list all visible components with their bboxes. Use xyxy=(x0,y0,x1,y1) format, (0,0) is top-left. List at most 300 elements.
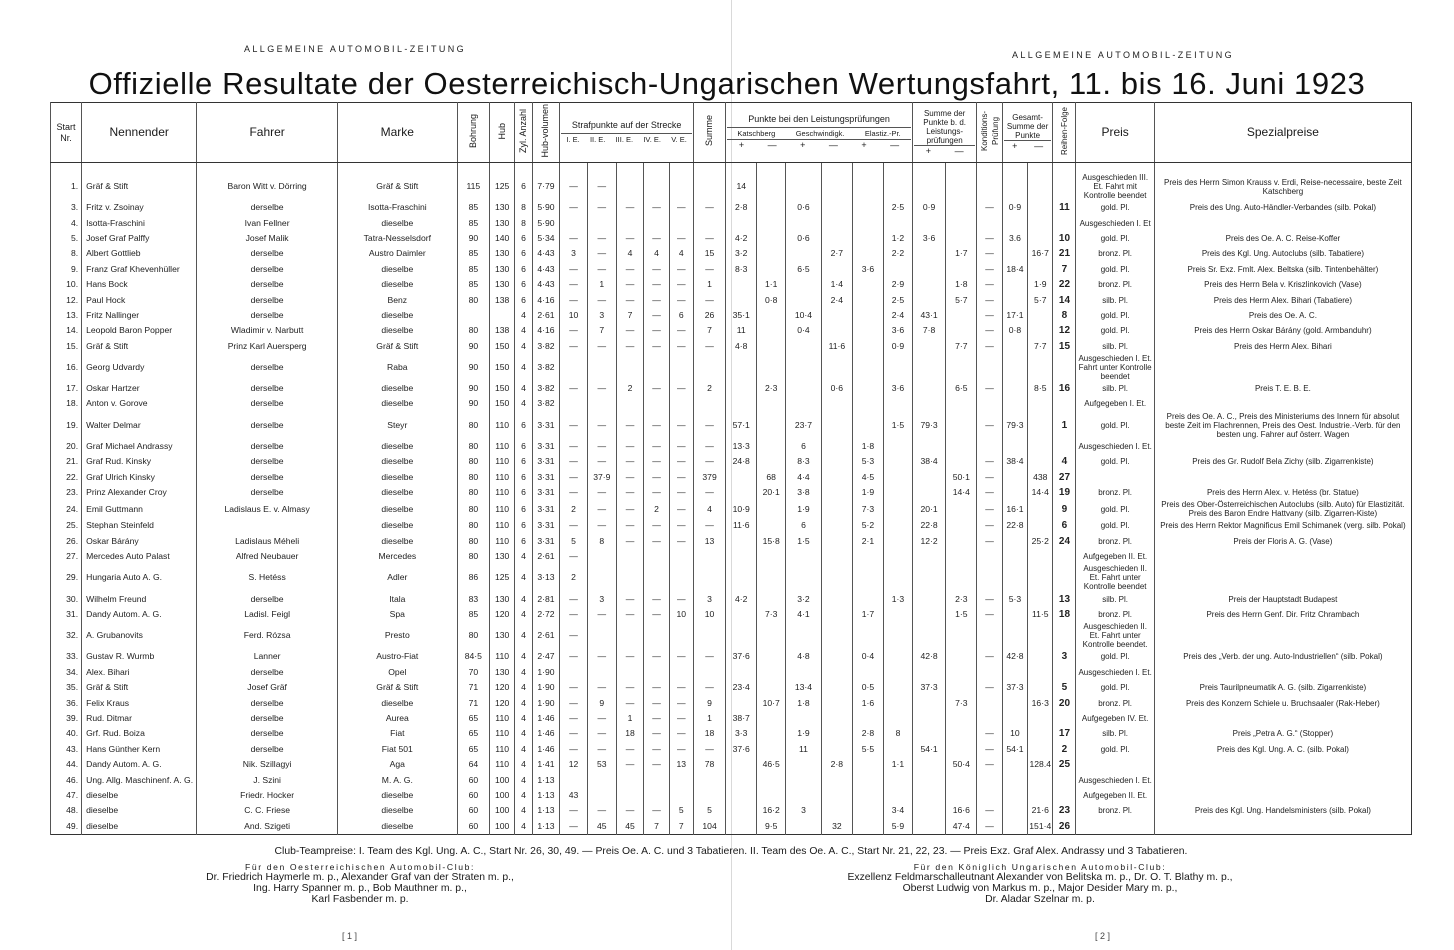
cell-gem xyxy=(1028,354,1053,381)
cell-nen: dieselbe xyxy=(82,819,197,835)
cell-mar: dieselbe xyxy=(337,439,457,454)
cell-gm xyxy=(821,742,852,757)
cell-e1: — xyxy=(560,518,588,533)
cell-rf: 9 xyxy=(1053,500,1076,518)
cell-sum: 5 xyxy=(693,803,725,818)
cell-zyl: 6 xyxy=(515,277,532,292)
cell-e1: 3 xyxy=(560,246,588,261)
cell-e1: — xyxy=(560,323,588,338)
col-summe-leistung: Summe der Punkte b. d. Leistungs-prüfungen + — xyxy=(912,103,977,163)
cell-mar: dieselbe xyxy=(337,518,457,533)
cell-mar: Gräf & Stift xyxy=(337,680,457,695)
cell-ep xyxy=(852,308,883,323)
footer-left-block xyxy=(190,862,530,905)
cell-fah: derselbe xyxy=(197,354,338,381)
cell-gem xyxy=(1028,215,1053,230)
cell-nen: Alex. Bihari xyxy=(82,665,197,680)
cell-e4 xyxy=(644,772,669,787)
cell-e3: 18 xyxy=(616,726,644,741)
cell-zyl: 6 xyxy=(515,292,532,307)
cell-mar: dieselbe xyxy=(337,308,457,323)
cell-e4: — xyxy=(644,649,669,664)
cell-zyl: 6 xyxy=(515,469,532,484)
cell-preis: Ausgeschieden I. Et. xyxy=(1076,772,1154,787)
cell-boh: 80 xyxy=(457,549,489,564)
cell-e1: — xyxy=(560,711,588,726)
cell-hub: 130 xyxy=(489,246,514,261)
cell-nen: Leopold Baron Popper xyxy=(82,323,197,338)
cell-vol: 3·82 xyxy=(532,396,560,411)
cell-kon xyxy=(977,772,1002,787)
cell-e4 xyxy=(644,354,669,381)
cell-mar: Itala xyxy=(337,591,457,606)
cell-kon xyxy=(977,215,1002,230)
cell-sp: 42·8 xyxy=(912,649,945,664)
cell-km xyxy=(757,500,786,518)
cell-e2 xyxy=(587,665,616,680)
cell-km xyxy=(757,439,786,454)
cell-sm xyxy=(946,215,977,230)
cell-rf xyxy=(1053,788,1076,803)
cell-gep: 17·1 xyxy=(1002,308,1027,323)
cell-e5: — xyxy=(669,649,693,664)
cell-preis: gold. Pl. xyxy=(1076,454,1154,469)
col-nennender: Nennender xyxy=(82,103,197,163)
cell-gem xyxy=(1028,454,1053,469)
cell-nr: 18. xyxy=(51,396,82,411)
cell-zyl: 4 xyxy=(515,396,532,411)
cell-kp xyxy=(726,622,757,649)
table-row xyxy=(51,607,1412,622)
cell-e2 xyxy=(587,396,616,411)
cell-e1: — xyxy=(560,680,588,695)
cell-gem xyxy=(1028,772,1053,787)
cell-vol: 2·81 xyxy=(532,591,560,606)
cell-sm xyxy=(946,726,977,741)
cell-gp xyxy=(786,215,822,230)
cell-em xyxy=(884,772,913,787)
col-fahrer: Fahrer xyxy=(197,103,338,163)
cell-gm: 1·4 xyxy=(821,277,852,292)
cell-gem: 438 xyxy=(1028,469,1053,484)
cell-rf: 20 xyxy=(1053,695,1076,710)
table-row xyxy=(51,649,1412,664)
cell-hub: 130 xyxy=(489,215,514,230)
cell-e3 xyxy=(616,215,644,230)
cell-ep xyxy=(852,819,883,835)
cell-e1 xyxy=(560,665,588,680)
cell-e1: 10 xyxy=(560,308,588,323)
cell-gem: 25·2 xyxy=(1028,534,1053,549)
cell-e1: — xyxy=(560,381,588,396)
cell-em xyxy=(884,680,913,695)
cell-gm xyxy=(821,549,852,564)
cell-kon xyxy=(977,622,1002,649)
cell-e1: — xyxy=(560,726,588,741)
cell-e4: — xyxy=(644,200,669,215)
table-row xyxy=(51,454,1412,469)
cell-nr: 48. xyxy=(51,803,82,818)
cell-sp: 54·1 xyxy=(912,742,945,757)
footer-right-line3: Dr. Aladar Szelnar m. p. xyxy=(985,894,1095,905)
cell-fah: derselbe xyxy=(197,396,338,411)
cell-ep: 1·9 xyxy=(852,485,883,500)
cell-sp: 7·8 xyxy=(912,323,945,338)
cell-fah: Baron Witt v. Dörring xyxy=(197,163,338,201)
table-row xyxy=(51,354,1412,381)
cell-rf xyxy=(1053,622,1076,649)
table-row xyxy=(51,323,1412,338)
cell-hub: 110 xyxy=(489,500,514,518)
cell-kp: 11 xyxy=(726,323,757,338)
col-start: Start Nr. xyxy=(51,103,82,163)
cell-kp: 57·1 xyxy=(726,412,757,439)
cell-preis: Aufgegeben IV. Et. xyxy=(1076,711,1154,726)
cell-kp: 3·2 xyxy=(726,246,757,261)
cell-rf: 8 xyxy=(1053,308,1076,323)
cell-gep xyxy=(1002,439,1027,454)
cell-nr: 21. xyxy=(51,454,82,469)
cell-boh: 65 xyxy=(457,726,489,741)
cell-mar: dieselbe xyxy=(337,788,457,803)
cell-e2 xyxy=(587,772,616,787)
cell-kon: — xyxy=(977,518,1002,533)
cell-preis: gold. Pl. xyxy=(1076,323,1154,338)
cell-gm xyxy=(821,323,852,338)
cell-hub: 138 xyxy=(489,323,514,338)
cell-preis: Ausgeschieden III. Et. Fahrt mit Kontrolle beendet xyxy=(1076,163,1154,201)
cell-nr: 43. xyxy=(51,742,82,757)
cell-sp xyxy=(912,772,945,787)
cell-kp xyxy=(726,564,757,591)
cell-gp: 4·4 xyxy=(786,469,822,484)
cell-e3: — xyxy=(616,323,644,338)
cell-nr: 30. xyxy=(51,591,82,606)
cell-e4: — xyxy=(644,695,669,710)
cell-gp xyxy=(786,788,822,803)
cell-spez: Preis „Petra A. G.“ (Stopper) xyxy=(1154,726,1411,741)
cell-e1: — xyxy=(560,231,588,246)
cell-em xyxy=(884,622,913,649)
cell-gp: 4·8 xyxy=(786,649,822,664)
cell-nen: Oskar Hartzer xyxy=(82,381,197,396)
cell-kp xyxy=(726,485,757,500)
cell-rf xyxy=(1053,564,1076,591)
cell-hub: 110 xyxy=(489,534,514,549)
cell-sp xyxy=(912,277,945,292)
cell-preis: bronz. Pl. xyxy=(1076,803,1154,818)
cell-gm xyxy=(821,231,852,246)
cell-hub: 150 xyxy=(489,381,514,396)
cell-ep: 1·8 xyxy=(852,439,883,454)
cell-sm xyxy=(946,323,977,338)
cell-zyl: 4 xyxy=(515,819,532,835)
cell-kon xyxy=(977,439,1002,454)
cell-ep xyxy=(852,292,883,307)
cell-mar: Spa xyxy=(337,607,457,622)
cell-mar: Fiat xyxy=(337,726,457,741)
table-row xyxy=(51,439,1412,454)
cell-fah: derselbe xyxy=(197,591,338,606)
cell-gem xyxy=(1028,439,1053,454)
cell-e2: — xyxy=(587,262,616,277)
cell-gep xyxy=(1002,622,1027,649)
cell-gp: 3·2 xyxy=(786,591,822,606)
cell-boh: 80 xyxy=(457,469,489,484)
cell-nr: 46. xyxy=(51,772,82,787)
cell-ep: 7·3 xyxy=(852,500,883,518)
cell-gm xyxy=(821,803,852,818)
cell-fah: derselbe xyxy=(197,308,338,323)
cell-gem xyxy=(1028,591,1053,606)
cell-gem xyxy=(1028,323,1053,338)
cell-zyl: 4 xyxy=(515,649,532,664)
cell-sum xyxy=(693,788,725,803)
cell-gep: 5·3 xyxy=(1002,591,1027,606)
cell-kp xyxy=(726,381,757,396)
cell-gp: 11 xyxy=(786,742,822,757)
cell-hub: 110 xyxy=(489,649,514,664)
cell-ep: 1·6 xyxy=(852,695,883,710)
cell-vol: 2·61 xyxy=(532,622,560,649)
cell-gep: 3.6 xyxy=(1002,231,1027,246)
cell-spez xyxy=(1154,354,1411,381)
cell-km xyxy=(757,726,786,741)
cell-boh: 85 xyxy=(457,607,489,622)
cell-kon: — xyxy=(977,757,1002,772)
cell-kp: 4·2 xyxy=(726,591,757,606)
cell-ep: 3·6 xyxy=(852,262,883,277)
cell-e2 xyxy=(587,622,616,649)
cell-fah: derselbe xyxy=(197,742,338,757)
cell-kp: 8·3 xyxy=(726,262,757,277)
cell-hub: 150 xyxy=(489,396,514,411)
cell-e5 xyxy=(669,665,693,680)
cell-kp xyxy=(726,277,757,292)
cell-spez: Preis des Herrn Alex. v. Hetéss (br. Statue) xyxy=(1154,485,1411,500)
cell-zyl: 4 xyxy=(515,339,532,354)
cell-sm xyxy=(946,622,977,649)
cell-boh: 80 xyxy=(457,439,489,454)
cell-nr: 34. xyxy=(51,665,82,680)
cell-km xyxy=(757,564,786,591)
cell-boh: 70 xyxy=(457,665,489,680)
cell-e5: — xyxy=(669,454,693,469)
cell-gm xyxy=(821,695,852,710)
cell-gp xyxy=(786,277,822,292)
cell-nen: Graf Rud. Kinsky xyxy=(82,454,197,469)
cell-nen: A. Grubanovits xyxy=(82,622,197,649)
cell-kon: — xyxy=(977,591,1002,606)
cell-fah: derselbe xyxy=(197,469,338,484)
cell-gem: 8·5 xyxy=(1028,381,1053,396)
cell-mar: Benz xyxy=(337,292,457,307)
table-row xyxy=(51,200,1412,215)
cell-gep xyxy=(1002,396,1027,411)
cell-em: 2·9 xyxy=(884,277,913,292)
cell-e2: — xyxy=(587,200,616,215)
cell-em xyxy=(884,742,913,757)
cell-em: 1·5 xyxy=(884,412,913,439)
cell-nr: 16. xyxy=(51,354,82,381)
cell-rf: 3 xyxy=(1053,649,1076,664)
cell-gp xyxy=(786,396,822,411)
cell-hub: 138 xyxy=(489,292,514,307)
cell-km xyxy=(757,354,786,381)
cell-boh: 80 xyxy=(457,292,489,307)
cell-vol: 1·46 xyxy=(532,726,560,741)
cell-gem xyxy=(1028,788,1053,803)
cell-nen: Grf. Rud. Boiza xyxy=(82,726,197,741)
cell-spez xyxy=(1154,665,1411,680)
cell-preis: silb. Pl. xyxy=(1076,726,1154,741)
cell-sum: — xyxy=(693,454,725,469)
cell-e4: — xyxy=(644,757,669,772)
cell-gep xyxy=(1002,246,1027,261)
cell-gm: 32 xyxy=(821,819,852,835)
cell-gm xyxy=(821,200,852,215)
cell-zyl: 4 xyxy=(515,381,532,396)
cell-hub: 130 xyxy=(489,549,514,564)
cell-vol: 1·90 xyxy=(532,695,560,710)
cell-hub: 110 xyxy=(489,469,514,484)
cell-preis xyxy=(1076,469,1154,484)
cell-kon: — xyxy=(977,649,1002,664)
cell-hub: 110 xyxy=(489,485,514,500)
cell-e5: 7 xyxy=(669,819,693,835)
cell-nen: dieselbe xyxy=(82,788,197,803)
table-row xyxy=(51,292,1412,307)
cell-preis: bronz. Pl. xyxy=(1076,277,1154,292)
cell-gem: 16·3 xyxy=(1028,695,1053,710)
cell-e5 xyxy=(669,354,693,381)
cell-e2: — xyxy=(587,412,616,439)
cell-kon: — xyxy=(977,726,1002,741)
cell-e5: — xyxy=(669,469,693,484)
table-row xyxy=(51,757,1412,772)
cell-kp: 2·8 xyxy=(726,200,757,215)
cell-kon: — xyxy=(977,469,1002,484)
cell-e1: — xyxy=(560,277,588,292)
cell-km xyxy=(757,323,786,338)
cell-kp xyxy=(726,757,757,772)
table-row xyxy=(51,308,1412,323)
cell-nen: Fritz Nallinger xyxy=(82,308,197,323)
cell-zyl: 4 xyxy=(515,607,532,622)
table-row xyxy=(51,742,1412,757)
cell-nen: Gräf & Stift xyxy=(82,163,197,201)
table-row xyxy=(51,396,1412,411)
cell-e1: 43 xyxy=(560,788,588,803)
cell-nen: Mercedes Auto Palast xyxy=(82,549,197,564)
cell-nen: Isotta-Fraschini xyxy=(82,215,197,230)
cell-gm xyxy=(821,591,852,606)
cell-boh: 60 xyxy=(457,788,489,803)
cell-sum xyxy=(693,772,725,787)
cell-gem xyxy=(1028,711,1053,726)
cell-kp xyxy=(726,354,757,381)
cell-gep: 10 xyxy=(1002,726,1027,741)
table-row xyxy=(51,772,1412,787)
cell-vol: 3·82 xyxy=(532,354,560,381)
cell-fah: Ivan Fellner xyxy=(197,215,338,230)
cell-fah: Josef Gräf xyxy=(197,680,338,695)
cell-gep xyxy=(1002,381,1027,396)
cell-sm: 14·4 xyxy=(946,485,977,500)
cell-fah: Ladislaus E. v. Almasy xyxy=(197,500,338,518)
cell-kon xyxy=(977,354,1002,381)
table-row xyxy=(51,339,1412,354)
cell-nr: 1. xyxy=(51,163,82,201)
cell-mar: Tatra-Nesselsdorf xyxy=(337,231,457,246)
cell-e5: — xyxy=(669,726,693,741)
cell-kp: 11·6 xyxy=(726,518,757,533)
cell-nen: Felix Kraus xyxy=(82,695,197,710)
cell-fah: Ferd. Rózsa xyxy=(197,622,338,649)
cell-kon: — xyxy=(977,323,1002,338)
cell-mar: Steyr xyxy=(337,412,457,439)
cell-boh: 83 xyxy=(457,591,489,606)
cell-e2: 8 xyxy=(587,534,616,549)
cell-e5: — xyxy=(669,277,693,292)
cell-boh: 80 xyxy=(457,622,489,649)
cell-km: 0·8 xyxy=(757,292,786,307)
cell-rf xyxy=(1053,772,1076,787)
cell-vol: 3·13 xyxy=(532,564,560,591)
cell-nr: 13. xyxy=(51,308,82,323)
cell-spez: Preis des Gr. Rudolf Bela Zichy (silb. Zigarrenkiste) xyxy=(1154,454,1411,469)
cell-sum: 26 xyxy=(693,308,725,323)
cell-em xyxy=(884,534,913,549)
cell-gep xyxy=(1002,549,1027,564)
cell-kon: — xyxy=(977,680,1002,695)
cell-hub xyxy=(489,308,514,323)
cell-e3: — xyxy=(616,439,644,454)
cell-gm xyxy=(821,439,852,454)
cell-gm xyxy=(821,354,852,381)
cell-km xyxy=(757,665,786,680)
cell-ep: 0·5 xyxy=(852,680,883,695)
table-row xyxy=(51,412,1412,439)
cell-e1 xyxy=(560,396,588,411)
cell-preis: gold. Pl. xyxy=(1076,308,1154,323)
cell-gem xyxy=(1028,649,1053,664)
cell-e2: — xyxy=(587,485,616,500)
cell-preis: gold. Pl. xyxy=(1076,742,1154,757)
cell-ep xyxy=(852,323,883,338)
cell-e3 xyxy=(616,564,644,591)
cell-nen: Stephan Steinfeld xyxy=(82,518,197,533)
cell-em: 1·3 xyxy=(884,591,913,606)
cell-fah: Alfred Neubauer xyxy=(197,549,338,564)
cell-boh: 90 xyxy=(457,396,489,411)
cell-zyl: 4 xyxy=(515,564,532,591)
cell-km xyxy=(757,339,786,354)
cell-e2: — xyxy=(587,163,616,201)
cell-gm: 2·8 xyxy=(821,757,852,772)
cell-gep xyxy=(1002,534,1027,549)
cell-vol: 3·31 xyxy=(532,534,560,549)
cell-e5: — xyxy=(669,200,693,215)
cell-hub: 130 xyxy=(489,277,514,292)
cell-hub: 120 xyxy=(489,695,514,710)
cell-nen: Dandy Autom. A. G. xyxy=(82,757,197,772)
cell-zyl: 4 xyxy=(515,772,532,787)
cell-mar: dieselbe xyxy=(337,534,457,549)
cell-hub: 110 xyxy=(489,439,514,454)
cell-e4: — xyxy=(644,454,669,469)
cell-e2: 1 xyxy=(587,277,616,292)
